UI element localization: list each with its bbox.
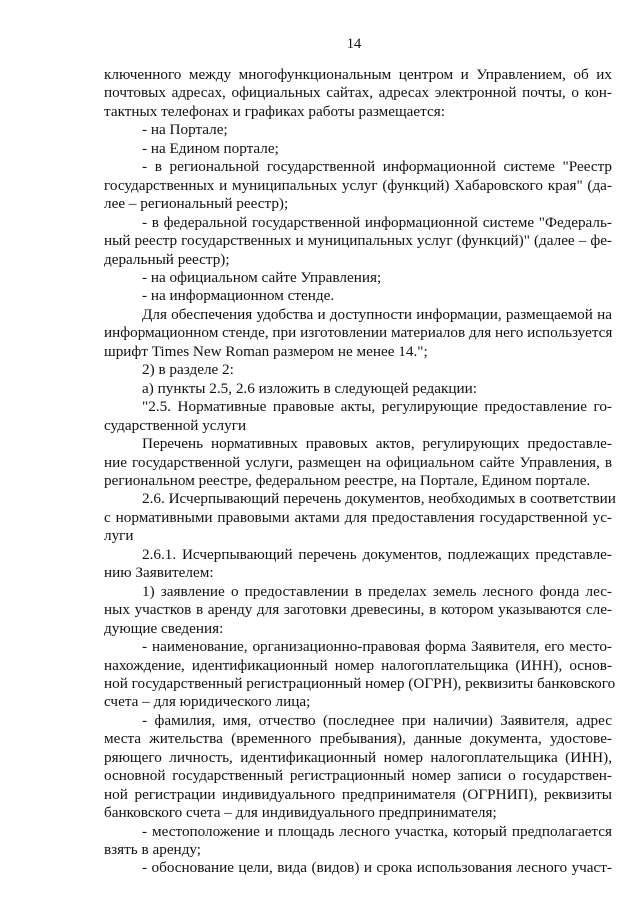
text-line: банковского счета – для индивидуального предпринимателя; bbox=[104, 804, 497, 822]
text-line: лее – региональный реестр); bbox=[104, 195, 289, 213]
text-line: - обоснование цели, вида (видов) и срока использования лесного участ- bbox=[142, 859, 612, 877]
text-line: с нормативными правовыми актами для предоставления государственной ус- bbox=[104, 508, 612, 526]
page-number: 14 bbox=[346, 36, 362, 52]
text-line: 2.6. Исчерпывающий перечень документов, необходимых в соответствии bbox=[142, 490, 616, 508]
text-line: почтовых адресах, официальных сайтах, адресах электронной почты, о кон- bbox=[104, 84, 612, 102]
document-page bbox=[104, 34, 616, 878]
text-line: а) пункты 2.5, 2.6 изложить в следующей редакции: bbox=[142, 379, 477, 397]
text-line: ние государственной услуги, размещен на официальном сайте Управления, в bbox=[104, 453, 612, 471]
text-line: - на информационном стенде. bbox=[142, 287, 335, 305]
text-line: 2) в разделе 2: bbox=[142, 361, 234, 379]
text-line: счета – для юридического лица; bbox=[104, 693, 311, 711]
text-line: взять в аренду; bbox=[104, 841, 202, 859]
text-line: ных участков в аренду для заготовки древесины, в котором указываются сле- bbox=[104, 601, 612, 619]
text-line: нахождение, идентификационный номер налогоплательщика (ИНН), основ- bbox=[104, 656, 612, 674]
text-line: государственных и муниципальных услуг (функций) Хабаровского края" (да- bbox=[104, 176, 612, 194]
text-line: - в федеральной государственной информационной системе "Федераль- bbox=[142, 213, 612, 231]
text-line: шрифт Times New Roman размером не менее 14."; bbox=[104, 342, 428, 360]
text-line: ной регистрации индивидуального предпринимателя (ОГРНИП), реквизиты bbox=[104, 785, 612, 803]
text-line: региональном реестре, федеральном реестре, на Портале, Едином портале. bbox=[104, 471, 591, 489]
text-line: - местоположение и площадь лесного участка, который предполагается bbox=[142, 822, 612, 840]
text-line: - наименование, организационно-правовая форма Заявителя, его место- bbox=[142, 638, 612, 656]
text-line: деральный реестр); bbox=[104, 250, 230, 268]
text-line: ключенного между многофункциональным центром и Управлением, об их bbox=[104, 66, 612, 83]
text-line: - фамилия, имя, отчество (последнее при наличии) Заявителя, адрес bbox=[142, 711, 612, 729]
text-line: места жительства (временного пребывания), данные документа, удостове- bbox=[104, 730, 612, 748]
text-line: ряющего личность, идентификационный номер налогоплательщика (ИНН), bbox=[104, 748, 612, 766]
text-line: основной государственный регистрационный номер записи о государствен- bbox=[104, 767, 612, 785]
text-line: 2.6.1. Исчерпывающий перечень документов, подлежащих представле- bbox=[142, 545, 612, 563]
text-line: ной государственный регистрационный номер (ОГРН), реквизиты банковского bbox=[104, 674, 616, 692]
text-line: нию Заявителем: bbox=[104, 564, 214, 582]
text-line: луги bbox=[104, 527, 134, 545]
text-line: сударственной услуги bbox=[104, 416, 247, 434]
text-line: - в региональной государственной информационной системе "Реестр bbox=[142, 158, 612, 176]
text-line: - на Портале; bbox=[142, 121, 228, 139]
text-line: Для обеспечения удобства и доступности информации, размещаемой на bbox=[142, 305, 612, 323]
text-line: Перечень нормативных правовых актов, регулирующих предоставле- bbox=[142, 435, 612, 453]
text-line: "2.5. Нормативные правовые акты, регулирующие предоставление го- bbox=[142, 398, 612, 416]
text-line: 1) заявление о предоставлении в пределах земель лесного фонда лес- bbox=[142, 582, 612, 600]
text-line: информационном стенде, при изготовлении материалов для него используется bbox=[104, 324, 613, 342]
body-text bbox=[104, 66, 616, 878]
text-line: - на Едином портале; bbox=[142, 139, 279, 157]
text-line: тактных телефонах и графиках работы размещается: bbox=[104, 102, 445, 120]
text-line: дующие сведения: bbox=[104, 619, 224, 637]
text-line: - на официальном сайте Управления; bbox=[142, 268, 382, 286]
text-line: ный реестр государственных и муниципальных услуг (функций)" (далее – фе- bbox=[104, 232, 612, 250]
